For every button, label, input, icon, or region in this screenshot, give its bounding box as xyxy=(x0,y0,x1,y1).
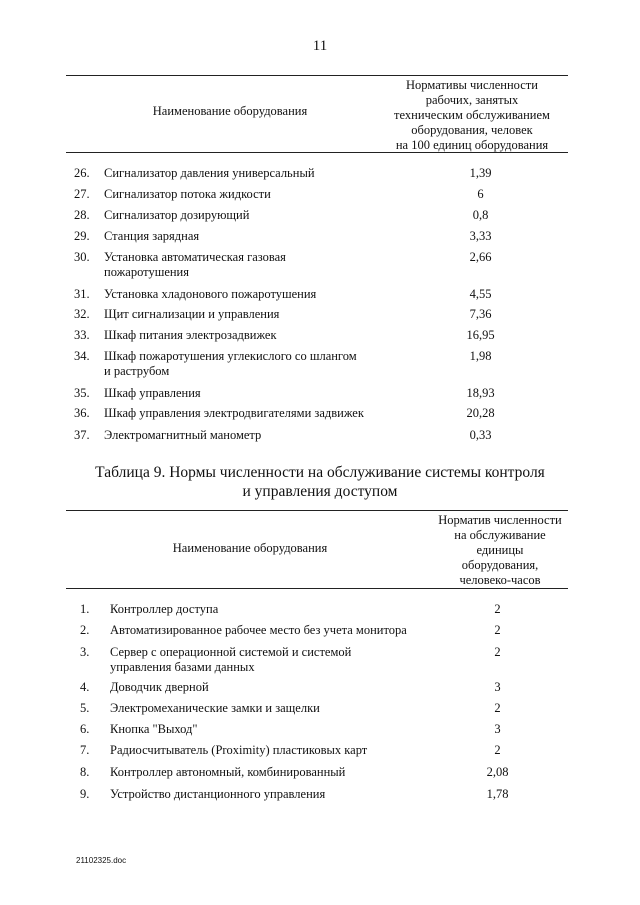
table9-header-norm: Норматив численности на обслуживание единицы оборудования, человеко-часов xyxy=(438,513,562,587)
table8-header-norm: Нормативы численности рабочих, занятых техническим обслуживанием оборудования, человек на 100 единиц оборудования xyxy=(394,78,550,152)
table8-header-name: Наименование оборудования xyxy=(152,104,308,118)
table8-top-rule xyxy=(66,75,568,76)
table9-header-name: Наименование оборудования xyxy=(172,541,328,555)
table9-header-rule xyxy=(66,588,568,589)
document-filename: 21102325.doc xyxy=(76,856,127,865)
page-number: 11 xyxy=(312,38,328,54)
table8-header-rule xyxy=(66,152,568,153)
table9-caption: Таблица 9. Нормы численности на обслуживание системы контроля и управления доступом xyxy=(95,464,545,500)
table9-top-rule xyxy=(66,510,568,511)
